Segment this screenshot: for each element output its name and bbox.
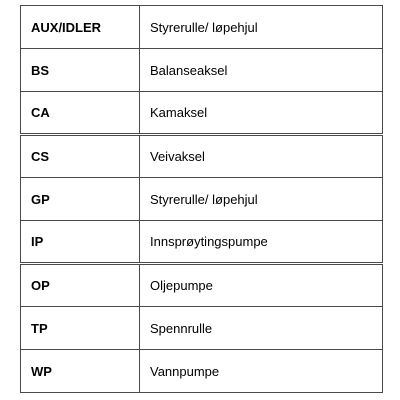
abbreviation-code: OP [21, 264, 140, 307]
table-row [21, 178, 383, 221]
table-row [21, 221, 383, 264]
abbreviation-code: CS [21, 135, 140, 178]
abbreviation-code: AUX/IDLER [21, 6, 140, 49]
abbreviation-code: IP [21, 221, 140, 264]
abbreviation-code: TP [21, 307, 140, 350]
table-row [21, 49, 383, 92]
abbreviation-description: Oljepumpe [140, 264, 383, 307]
table-row [21, 135, 383, 178]
abbreviation-code: WP [21, 350, 140, 393]
abbreviation-description: Spennrulle [140, 307, 383, 350]
abbreviation-description: Veivaksel [140, 135, 383, 178]
abbreviation-code: BS [21, 49, 140, 92]
abbreviation-description: Innsprøytingspumpe [140, 221, 383, 264]
abbreviation-description: Vannpumpe [140, 350, 383, 393]
table-row [21, 350, 383, 393]
abbreviation-description: Styrerulle/ løpehjul [140, 6, 383, 49]
abbreviation-code: CA [21, 92, 140, 135]
table-row [21, 92, 383, 135]
abbreviation-code: GP [21, 178, 140, 221]
table-row [21, 307, 383, 350]
abbreviation-legend-table [20, 5, 383, 393]
table-row [21, 6, 383, 49]
abbreviation-description: Kamaksel [140, 92, 383, 135]
abbreviation-description: Styrerulle/ løpehjul [140, 178, 383, 221]
abbreviation-description: Balanseaksel [140, 49, 383, 92]
table-row [21, 264, 383, 307]
